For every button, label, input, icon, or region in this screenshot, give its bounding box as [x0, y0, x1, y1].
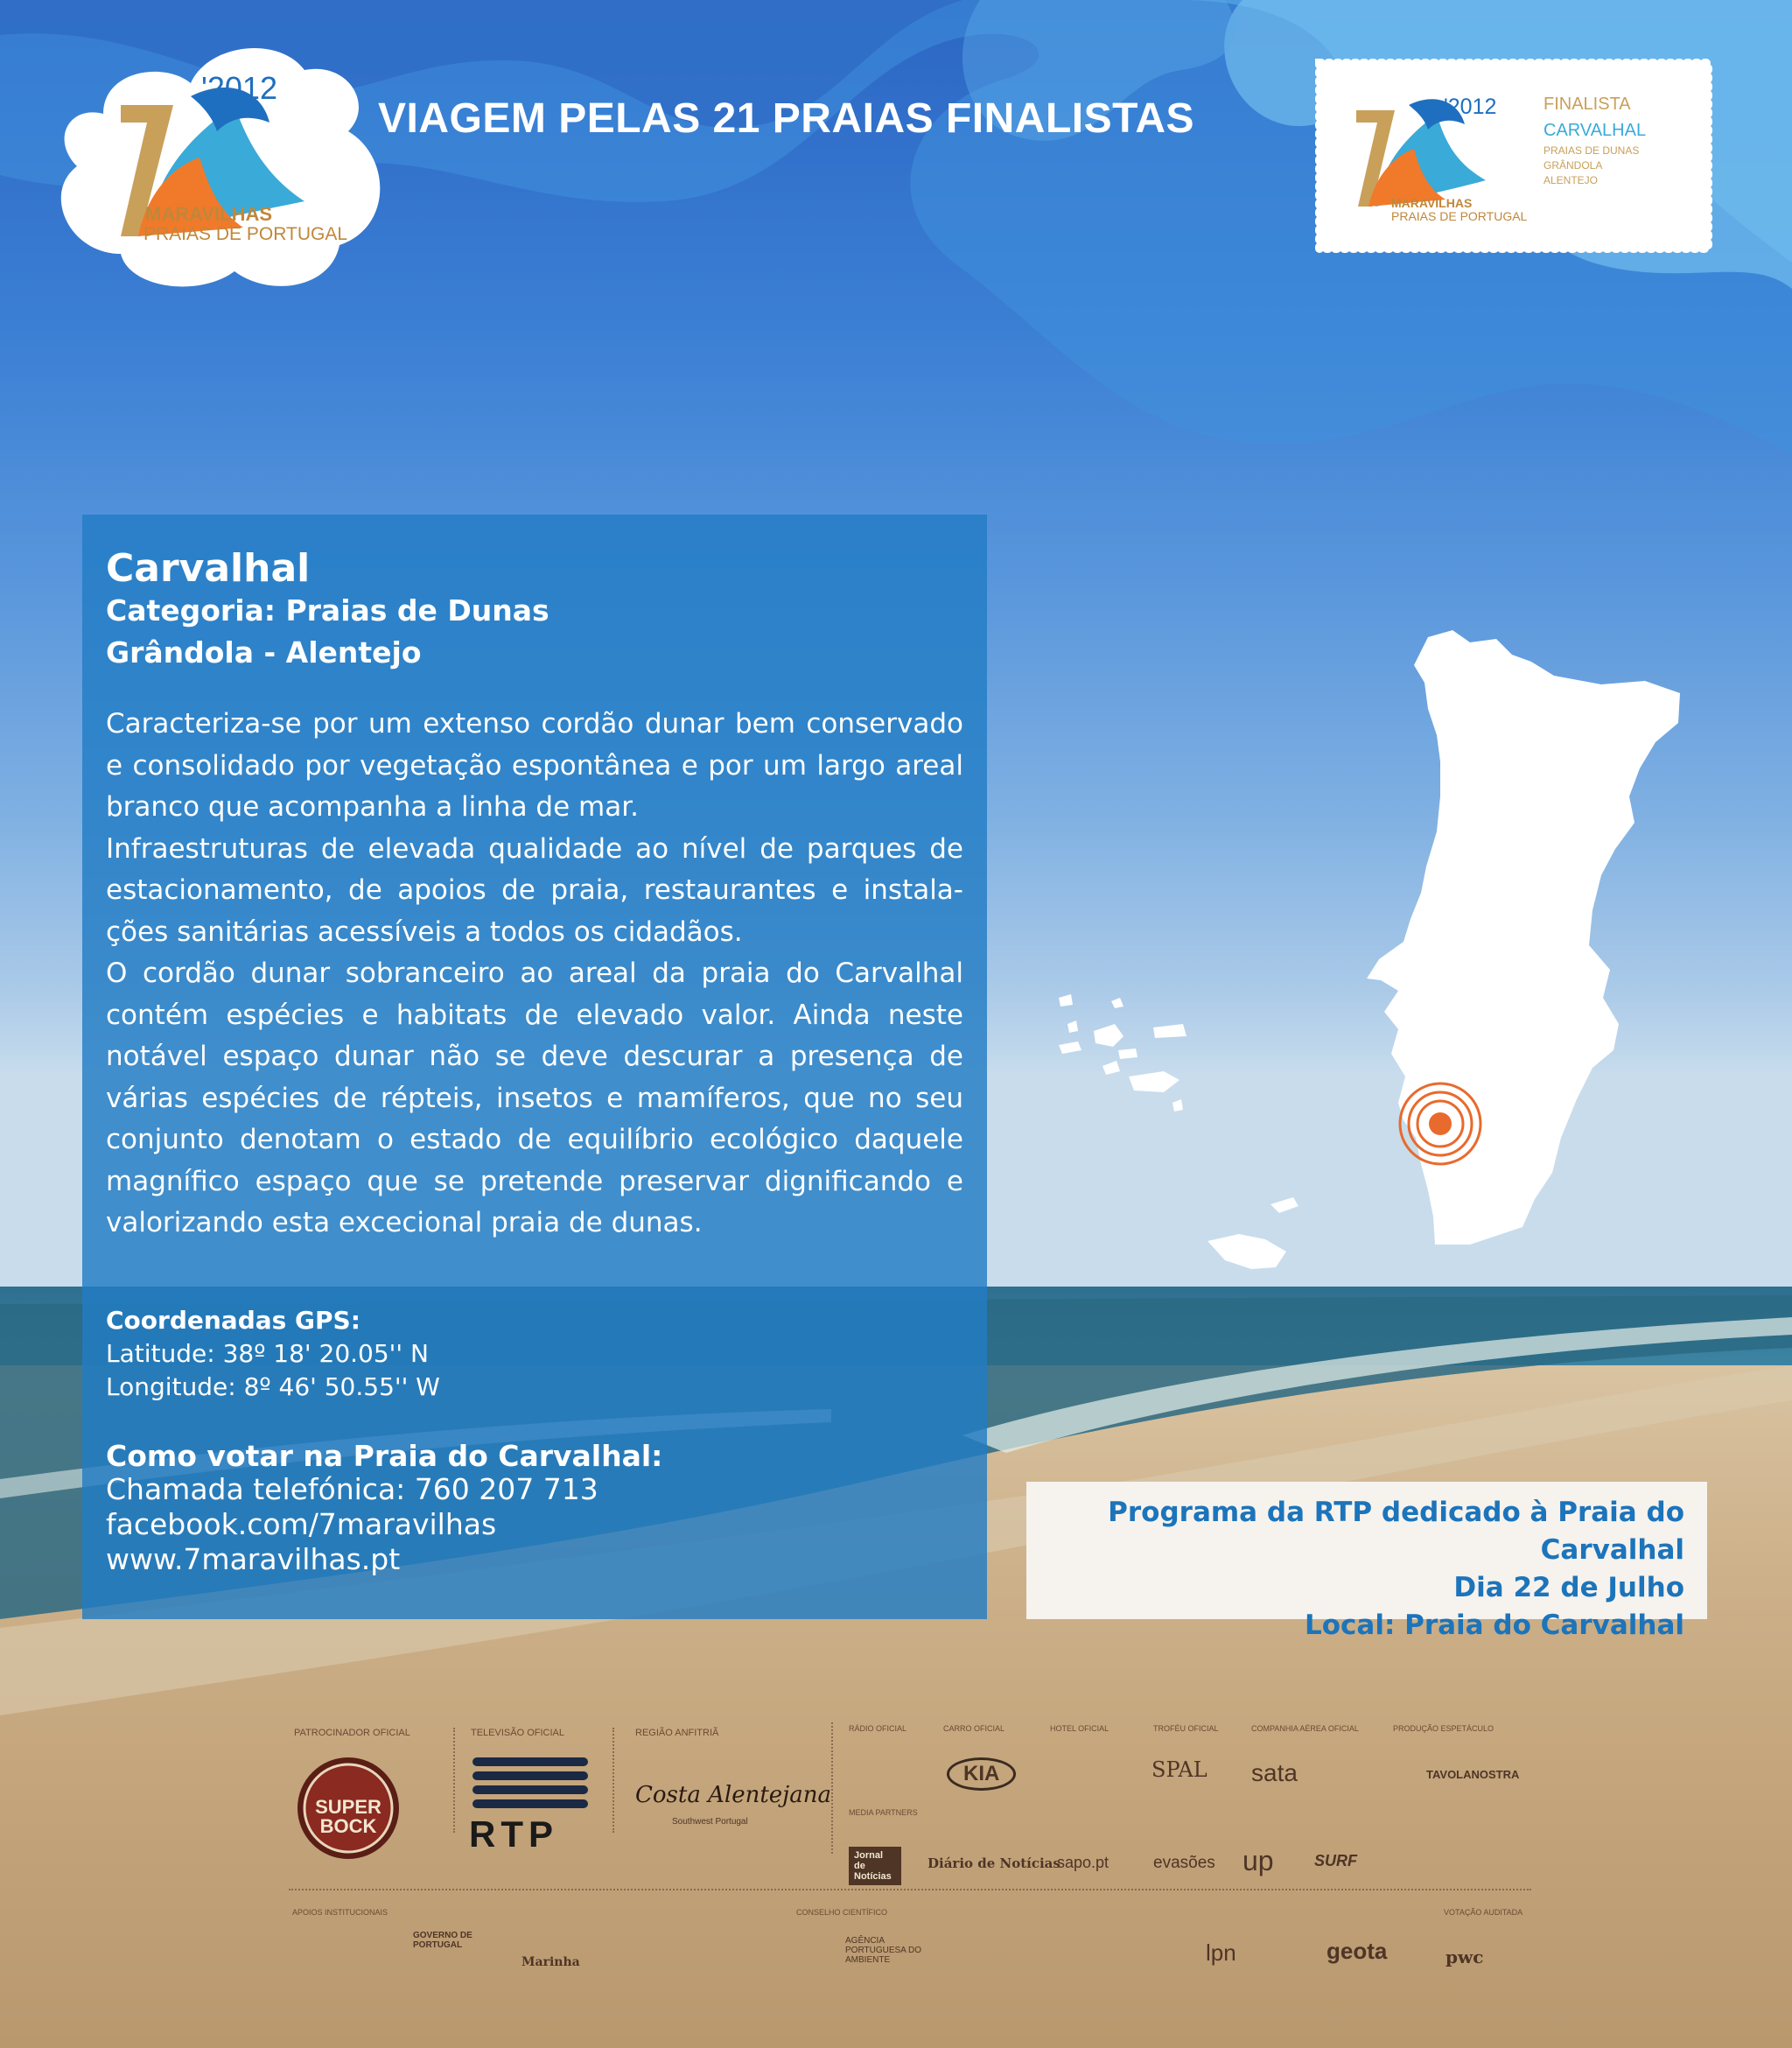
7-maravilhas-logo	[42, 35, 383, 298]
stamp-town: GRÂNDOLA	[1544, 159, 1603, 172]
up-logo: up	[1242, 1845, 1274, 1876]
label-conselho: CONSELHO CIENTÍFICO	[796, 1908, 888, 1917]
marinha-logo: Marinha	[522, 1955, 580, 1969]
stamp-beach: CARVALHAL	[1544, 121, 1647, 140]
geota-logo: geota	[1326, 1938, 1388, 1964]
label-carro: CARRO OFICIAL	[943, 1724, 1005, 1733]
vote-website-link[interactable]: www.7maravilhas.pt	[106, 1542, 401, 1576]
label-patrocinador: PATROCINADOR OFICIAL	[294, 1728, 410, 1738]
costa-alentejana-sub: Southwest Portugal	[672, 1817, 748, 1827]
label-apoios: APOIOS INSTITUCIONAIS	[292, 1908, 388, 1917]
portugal-map	[1032, 613, 1698, 1330]
azores-island	[1172, 1099, 1183, 1112]
azores-island	[1129, 1071, 1180, 1092]
label-radio: RÁDIO OFICIAL	[849, 1724, 907, 1733]
azores-island	[1102, 1061, 1120, 1075]
separator	[831, 1722, 833, 1854]
porto-santo-island	[1270, 1197, 1298, 1213]
apa-logo: AGÊNCIA PORTUGUESA DO AMBIENTE	[845, 1936, 922, 1965]
finalist-stamp	[1314, 58, 1713, 254]
beach-location: Grândola - Alentejo	[106, 635, 422, 670]
gps-longitude: Longitude: 8º 46' 50.55'' W	[106, 1372, 440, 1401]
description-paragraph: Infraestruturas de elevada qualidade ao nível de parques de estacionamento, de apoios de praia, restaurantes e instala-ções sanitárias acessíveis a todos os cidadãos.	[106, 832, 963, 948]
governo-portugal-logo: GOVERNO DE PORTUGAL	[413, 1931, 472, 1950]
beach-description	[106, 704, 963, 1245]
sata-logo: sata	[1251, 1759, 1298, 1786]
diario-noticias-logo: Diário de Notícias	[928, 1855, 1060, 1871]
label-media: MEDIA PARTNERS	[849, 1808, 918, 1817]
label-producao: PRODUÇÃO ESPETÁCULO	[1393, 1724, 1494, 1733]
sponsors-strip	[289, 1722, 1531, 1985]
stamp-region: ALENTEJO	[1544, 174, 1599, 186]
evasoes-logo: evasões	[1153, 1854, 1215, 1872]
stamp-subtitle: PRAIAS DE PORTUGAL	[1391, 209, 1528, 223]
gps-latitude: Latitude: 38º 18' 20.05'' N	[106, 1339, 429, 1368]
label-hotel: HOTEL OFICIAL	[1050, 1724, 1110, 1733]
super-bock-text: SUPER BOCK	[315, 1796, 382, 1837]
stamp-border	[1314, 58, 1713, 254]
description-paragraph: Caracteriza-se por um extenso cordão dunar bem conservado e consolidado por vegetação espontânea e por um largo areal branco que acompanha a linha de mar.	[106, 708, 963, 823]
program-date: Dia 22 de Julho	[1453, 1572, 1684, 1603]
azores-island	[1094, 1024, 1124, 1047]
kia-logo: KIA	[947, 1757, 1016, 1791]
label-regiao: REGIÃO ANFITRIÃ	[635, 1728, 719, 1738]
azores-island	[1059, 1042, 1082, 1054]
stamp-category: PRAIAS DE DUNAS	[1544, 144, 1640, 157]
sapo-logo: sapo.pt	[1057, 1854, 1110, 1871]
separator	[289, 1889, 1531, 1890]
stamp-year: '2012	[1444, 95, 1497, 119]
spal-logo: SPAL	[1152, 1757, 1208, 1782]
page-title: VIAGEM PELAS 21 PRAIAS FINALISTAS	[378, 95, 1195, 142]
program-title: Programa da RTP dedicado à Praia do Carvalhal	[1108, 1497, 1684, 1566]
vote-phone: Chamada telefónica: 760 207 713	[106, 1472, 598, 1506]
rtp-program-box	[1026, 1482, 1707, 1641]
label-televisao: TELEVISÃO OFICIAL	[471, 1728, 564, 1738]
lpn-logo: lpn	[1206, 1939, 1236, 1966]
stamp-finalist: FINALISTA	[1544, 95, 1631, 114]
beach-info-panel	[82, 515, 987, 1619]
beach-name: Carvalhal	[106, 546, 311, 591]
separator	[453, 1728, 455, 1833]
azores-island	[1059, 994, 1073, 1006]
description-paragraph: O cordão dunar sobranceiro ao areal da praia do Carvalhal contém espécies e habitats de elevado valor. Ainda neste notável espaço dunar não se deve descurar a presença de várias espécies de répteis, insetos e mamíferos, que no seu conjunto denotam o estado de equilíbrio ecológico daquele magnífico espaço que se pretende preservar dignificando e valorizando esta excecional praia de dunas.	[106, 957, 963, 1238]
azores-island	[1118, 1049, 1138, 1059]
label-aerea: COMPANHIA AÉREA OFICIAL	[1251, 1724, 1359, 1733]
logo-subtitle: PRAIAS DE PORTUGAL	[144, 224, 348, 244]
pwc-logo: pwc	[1446, 1946, 1484, 1967]
label-trofeu: TROFÉU OFICIAL	[1153, 1724, 1219, 1733]
vote-facebook-link[interactable]: facebook.com/7maravilhas	[106, 1507, 497, 1541]
azores-island	[1153, 1024, 1186, 1038]
beach-category: Categoria: Praias de Dunas	[106, 593, 550, 628]
program-location: Local: Praia do Carvalhal	[1304, 1610, 1684, 1641]
azores-island	[1068, 1020, 1078, 1033]
azores-island	[1111, 998, 1124, 1008]
logo-year: '2012	[201, 70, 277, 106]
separator	[612, 1728, 614, 1833]
rtp-stripes-logo	[469, 1757, 592, 1813]
label-votacao: VOTAÇÃO AUDITADA	[1444, 1908, 1523, 1917]
gps-title: Coordenadas GPS:	[106, 1306, 360, 1335]
stamp-brand: MARAVILHAS	[1391, 196, 1473, 210]
logo-brand: MARAVILHAS	[145, 203, 273, 225]
tavolanostra-logo: TAVOLANOSTRA	[1426, 1768, 1520, 1781]
surf-portugal-logo: SURF	[1314, 1852, 1357, 1869]
madeira-island	[1208, 1234, 1286, 1269]
costa-alentejana-logo: Costa Alentejana	[635, 1782, 831, 1808]
vote-title: Como votar na Praia do Carvalhal:	[106, 1439, 663, 1473]
rtp-logo: RTP	[469, 1813, 558, 1855]
jornal-noticias-logo: Jornal de Notícias	[849, 1847, 901, 1885]
